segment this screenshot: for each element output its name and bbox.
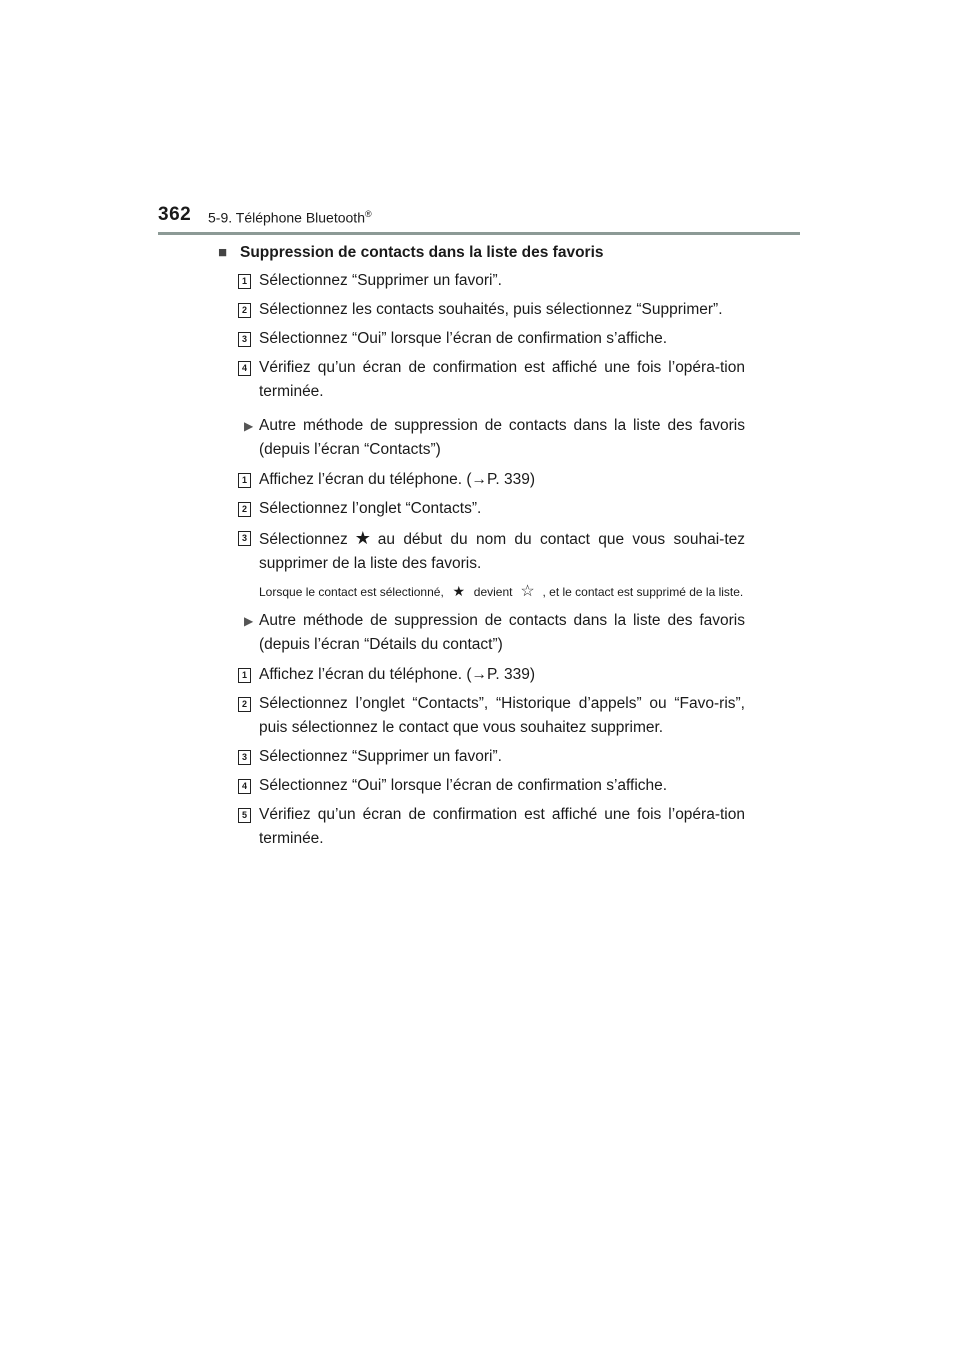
section-title: 5-9. Téléphone Bluetooth® (208, 209, 372, 226)
step-number-badge: 5 (238, 808, 251, 823)
step-number-badge: 3 (238, 750, 251, 765)
step-text: Affichez l’écran du téléphone. (→P. 339) (259, 471, 536, 488)
main-content (218, 243, 745, 856)
step-text: Affichez l’écran du téléphone. (→P. 339) (259, 666, 536, 683)
page-header (158, 204, 800, 234)
step-item (240, 663, 745, 687)
step-item (240, 692, 745, 740)
step-text: Sélectionnez “Supprimer un favori”. (259, 748, 502, 765)
step-number-badge: 2 (238, 502, 251, 517)
sub-heading: ▶ Autre méthode de suppression de contacts dans la liste des favoris (depuis l’écran “Détails du contact”) (240, 609, 745, 657)
step-item (240, 745, 745, 769)
step-number-badge: 3 (238, 332, 251, 347)
step-item (240, 774, 745, 798)
step-item (240, 497, 745, 521)
step-number-badge: 3 (238, 531, 251, 546)
step-number-badge: 4 (238, 779, 251, 794)
star-filled-icon: ★ (452, 583, 466, 599)
step-text: Sélectionnez les contacts souhaités, puis sélectionnez “Supprimer”. (259, 301, 723, 318)
step-number-badge: 2 (238, 697, 251, 712)
step-text: Vérifiez qu’un écran de confirmation est affiché une fois l’opéra-tion terminée. (259, 806, 745, 847)
note-text: Lorsque le contact est sélectionné, ★ devient ☆ , et le contact est supprimé de la liste. (259, 583, 744, 600)
star-outline-icon: ☆ (520, 583, 535, 600)
step-text: Sélectionnez “Oui” lorsque l’écran de confirmation s’affiche. (259, 777, 668, 794)
step-text: Sélectionnez l’onglet “Contacts”, “Historique d’appels” ou “Favo-ris”, puis sélectionnez le contact que vous souhaitez supprimer. (259, 695, 745, 736)
page-number: 362 (158, 204, 192, 225)
square-bullet-icon: ■ (218, 244, 228, 261)
step-item (240, 269, 745, 293)
step-text: Sélectionnez l’onglet “Contacts”. (259, 500, 482, 517)
step-text: Sélectionnez ★ au début du nom du contact que vous souhai-tez supprimer de la liste des favoris. (259, 528, 745, 572)
step-item (240, 298, 745, 322)
header-divider (158, 232, 800, 235)
step-number-badge: 1 (238, 668, 251, 683)
triangle-right-icon: ▶ (244, 419, 254, 433)
step-number-badge: 4 (238, 361, 251, 376)
step-number-badge: 1 (238, 274, 251, 289)
step-text: Sélectionnez “Oui” lorsque l’écran de confirmation s’affiche. (259, 330, 668, 347)
step-number-badge: 1 (238, 473, 251, 488)
step-text: Sélectionnez “Supprimer un favori”. (259, 272, 502, 289)
step-item (240, 356, 745, 404)
step-item (240, 526, 745, 576)
step-item (240, 803, 745, 851)
sub-heading: ▶ Autre méthode de suppression de contacts dans la liste des favoris (depuis l’écran “Contacts”) (240, 414, 745, 462)
section-heading: ■ Suppression de contacts dans la liste des favoris (218, 244, 604, 261)
step-text: Vérifiez qu’un écran de confirmation est affiché une fois l’opéra-tion terminée. (259, 359, 745, 400)
star-filled-icon: ★ (354, 528, 371, 548)
step-item (240, 327, 745, 351)
step-item (240, 468, 745, 492)
registered-mark: ® (364, 209, 372, 219)
triangle-right-icon: ▶ (244, 614, 254, 628)
step-number-badge: 2 (238, 303, 251, 318)
